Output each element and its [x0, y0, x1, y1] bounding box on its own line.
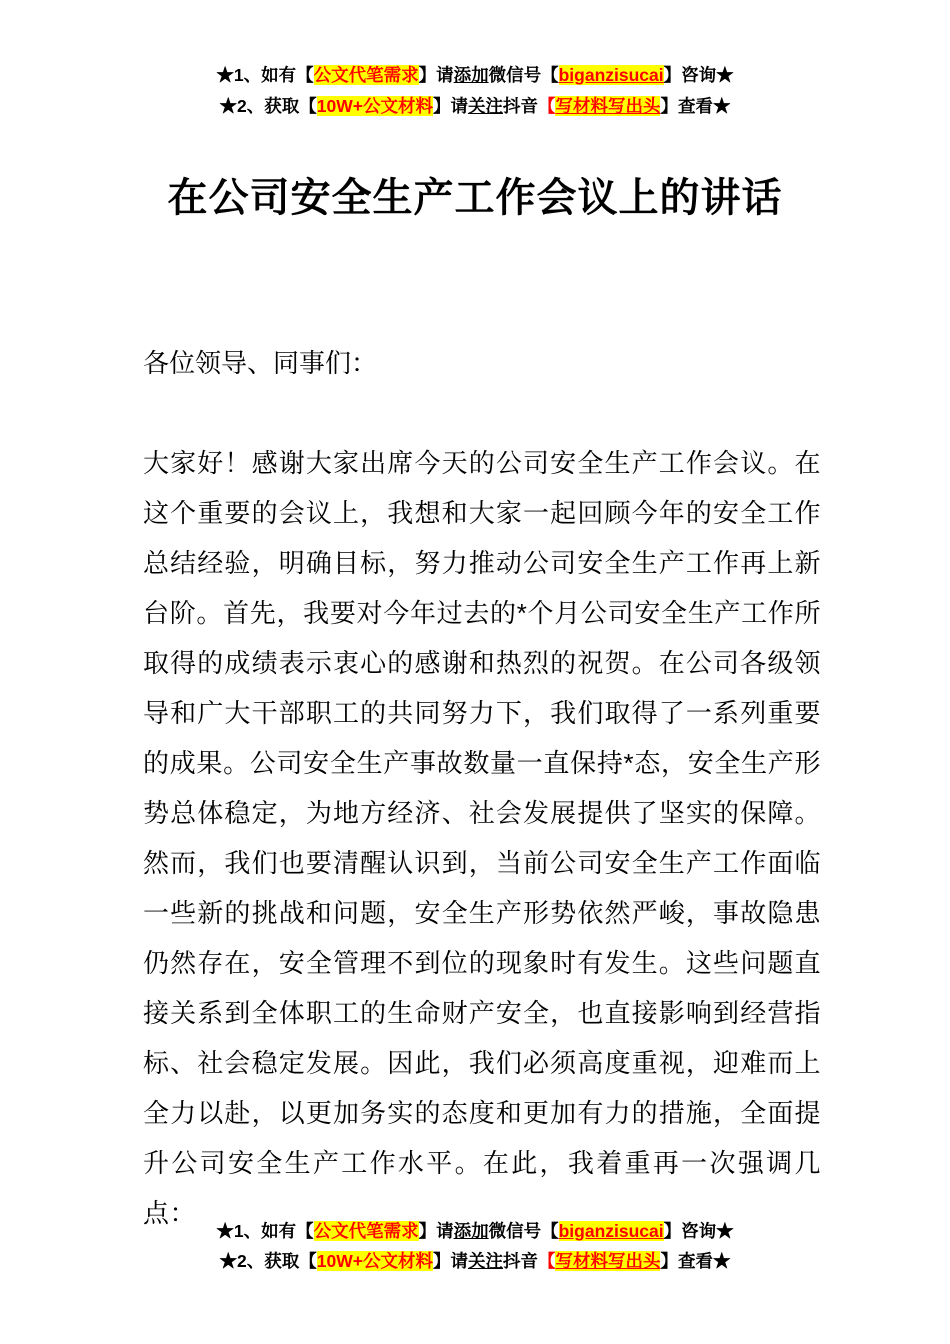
promo-underline-add: 添加	[453, 1221, 489, 1241]
promo-text: 】咨询★	[663, 65, 734, 85]
promo-red-bracket: 【	[537, 1251, 556, 1271]
promo-wechat-id: biganzisucai	[558, 1221, 664, 1241]
promo-highlight-materials: 10W+公文材料	[316, 1251, 433, 1271]
promo-text: 抖音	[502, 96, 538, 116]
promo-text: ★2、获取【	[219, 1251, 317, 1271]
promo-highlight-service: 公文代笔需求	[313, 65, 419, 85]
body-paragraph: 大家好！感谢大家出席今天的公司安全生产工作会议。在这个重要的会议上，我想和大家一起回顾今年的安全工作总结经验，明确目标，努力推动公司安全生产工作再上新台阶。首先，我要对今年过去的*个月公司安全生产工作所取得的成绩表示衷心的感谢和热烈的祝贺。在公司各级领导和广大干部职工的共同努力下，我们取得了一系列重要的成果。公司安全生产事故数量一直保持*态，安全生产形势总体稳定，为地方经济、社会发展提供了坚实的保障。然而，我们也要清醒认识到，当前公司安全生产工作面临一些新的挑战和问题，安全生产形势依然严峻，事故隐患仍然存在，安全管理不到位的现象时有发生。这些问题直接关系到全体职工的生命财产安全，也直接影响到经营指标、社会稳定发展。因此，我们必须高度重视，迎难而上全力以赴，以更加务实的态度和更加有力的措施，全面提升公司安全生产工作水平。在此，我着重再一次强调几点：	[143, 448, 821, 1228]
promo-text: 微信号【	[488, 1221, 559, 1241]
promo-top-line-2	[0, 91, 950, 122]
promo-text: 】查看★	[660, 96, 731, 116]
promo-underline-add: 添加	[453, 65, 489, 85]
promo-text: 抖音	[502, 1251, 538, 1271]
promo-text: 】请	[432, 96, 468, 116]
promo-underline-follow: 关注	[467, 1251, 503, 1271]
promo-red-bracket: 【	[537, 96, 556, 116]
promo-wechat-id: biganzisucai	[558, 65, 664, 85]
promo-bottom-line-1	[0, 1216, 950, 1246]
greeting-line: 各位领导、同事们：	[143, 348, 378, 378]
promo-text: ★2、获取【	[219, 96, 317, 116]
promo-douyin-name: 写材料写出头	[555, 96, 661, 116]
promo-underline-follow: 关注	[467, 96, 503, 116]
promo-text: ★1、如有【	[216, 65, 314, 85]
promo-bottom-line-2	[0, 1246, 950, 1276]
promo-text: 】请	[418, 1221, 454, 1241]
promo-text: 】咨询★	[663, 1221, 734, 1241]
promo-text: 】请	[432, 1251, 468, 1271]
promo-top-line-1	[0, 60, 950, 91]
promo-text: ★1、如有【	[216, 1221, 314, 1241]
promo-text: 】查看★	[660, 1251, 731, 1271]
promo-douyin-name: 写材料写出头	[555, 1251, 661, 1271]
promo-highlight-materials: 10W+公文材料	[316, 96, 433, 116]
promo-highlight-service: 公文代笔需求	[313, 1221, 419, 1241]
promo-text: 微信号【	[488, 65, 559, 85]
promo-banner-bottom	[0, 1216, 950, 1276]
document-title: 在公司安全生产工作会议上的讲话	[167, 175, 783, 220]
promo-text: 】请	[418, 65, 454, 85]
promo-banner-top	[0, 60, 950, 122]
